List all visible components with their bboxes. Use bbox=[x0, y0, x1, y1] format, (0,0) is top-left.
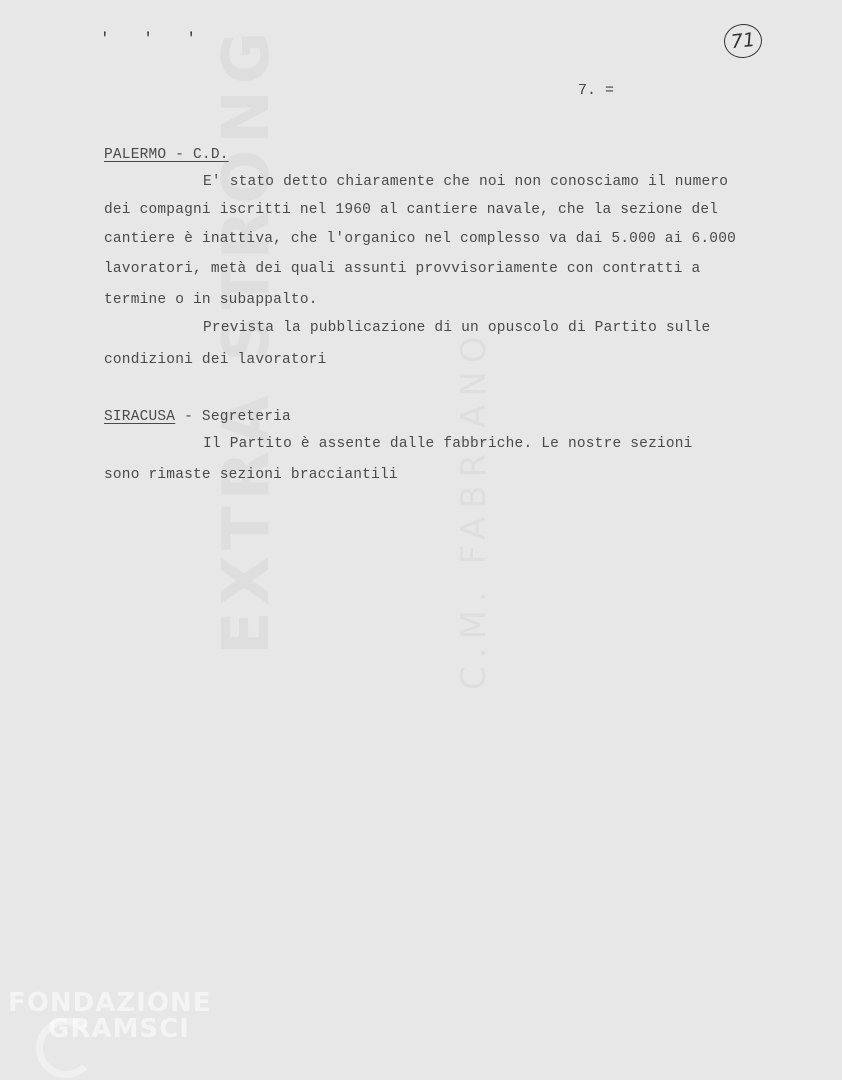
section-heading-siracusa: SIRACUSA bbox=[104, 409, 176, 425]
text-line: sono rimaste sezioni bracciantili bbox=[104, 467, 398, 483]
margin-marks: ' ' ' bbox=[100, 30, 209, 48]
text-line: Il Partito è assente dalle fabbriche. Le nostre sezioni bbox=[203, 436, 693, 452]
text-line: dei compagni iscritti nel 1960 al cantiere navale, che la sezione del bbox=[104, 202, 719, 218]
paper-watermark-maker bbox=[454, 328, 494, 690]
text-line: Prevista la pubblicazione di un opuscolo di Partito sulle bbox=[203, 320, 711, 336]
section-heading-suffix: - Segreteria bbox=[175, 409, 291, 425]
logo-line-1: FONDAZIONE bbox=[8, 988, 212, 1018]
fondazione-gramsci-logo bbox=[8, 988, 211, 1044]
section-heading-siracusa-row bbox=[104, 409, 291, 425]
text-line: cantiere è inattiva, che l'organico nel complesso va dai 5.000 ai 6.000 bbox=[104, 231, 737, 247]
logo-line-2: GRAMSCI bbox=[48, 1014, 190, 1044]
text-line: lavoratori, metà dei quali assunti provvisoriamente con contratti a bbox=[104, 261, 701, 277]
text-line: termine o in subappalto. bbox=[104, 292, 318, 308]
text-line: E' stato detto chiaramente che noi non conosciamo il numero bbox=[203, 174, 729, 190]
text-line: condizioni dei lavoratori bbox=[104, 352, 327, 368]
page-number: 7. = bbox=[578, 82, 615, 99]
folio-number: 71 bbox=[722, 22, 763, 60]
section-heading-palermo: PALERMO - C.D. bbox=[104, 147, 229, 163]
paper-watermark bbox=[210, 26, 284, 655]
